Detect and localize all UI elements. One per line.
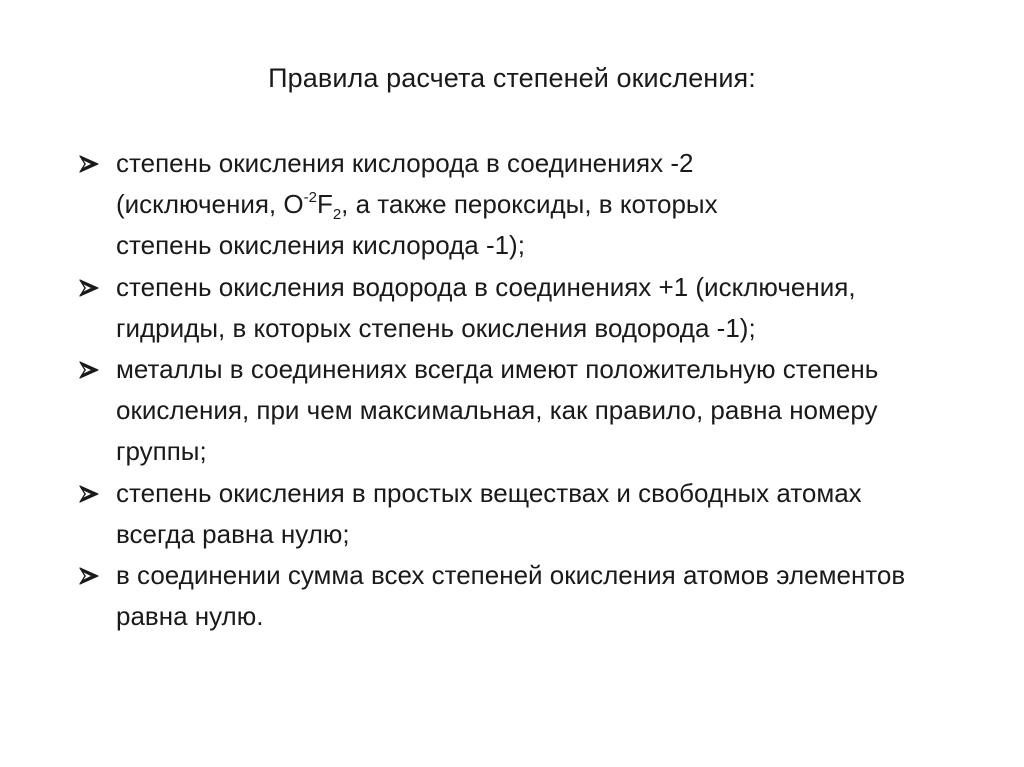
rule-text: металлы в соединениях всегда имеют положительную степень окисления, при чем максимальная, как правило, равна номеру группы;	[116, 354, 879, 467]
rule-text: в соединении сумма всех степеней окисления атомов элементов равна нулю.	[116, 560, 906, 632]
rule-item	[76, 555, 936, 637]
rule-item	[76, 267, 936, 349]
rule-text: степень окисления в простых веществах и свободных атомах всегда равна нулю;	[116, 477, 862, 549]
rule-text-line2-prefix: (исключения, O	[116, 189, 304, 220]
rule-text-line1: степень окисления кислорода в соединениях -2	[116, 148, 694, 178]
rules-list	[76, 143, 936, 637]
fluorine-symbol: F	[316, 189, 333, 220]
rule-item	[76, 473, 936, 555]
rule-text: степень окисления водорода в соединениях +1 (исключения, гидриды, в которых степень окисления водорода -1);	[116, 271, 856, 343]
arrowhead-bullet-icon	[78, 473, 108, 514]
rule-item	[76, 143, 936, 267]
arrowhead-bullet-icon	[78, 267, 108, 308]
arrowhead-bullet-icon	[78, 143, 108, 184]
slide-title: Правила расчета степеней окисления:	[268, 63, 756, 93]
arrowhead-bullet-icon	[78, 349, 108, 390]
rule-item	[76, 349, 936, 473]
rule-text-line2-suffix: , а также пероксиды, в которых	[341, 189, 718, 220]
rule-text-line3: степень окисления кислорода -1);	[116, 230, 525, 261]
arrowhead-bullet-icon	[78, 555, 108, 596]
oxygen-charge-superscript: -2	[303, 189, 317, 207]
fluorine-subscript: 2	[332, 206, 342, 224]
